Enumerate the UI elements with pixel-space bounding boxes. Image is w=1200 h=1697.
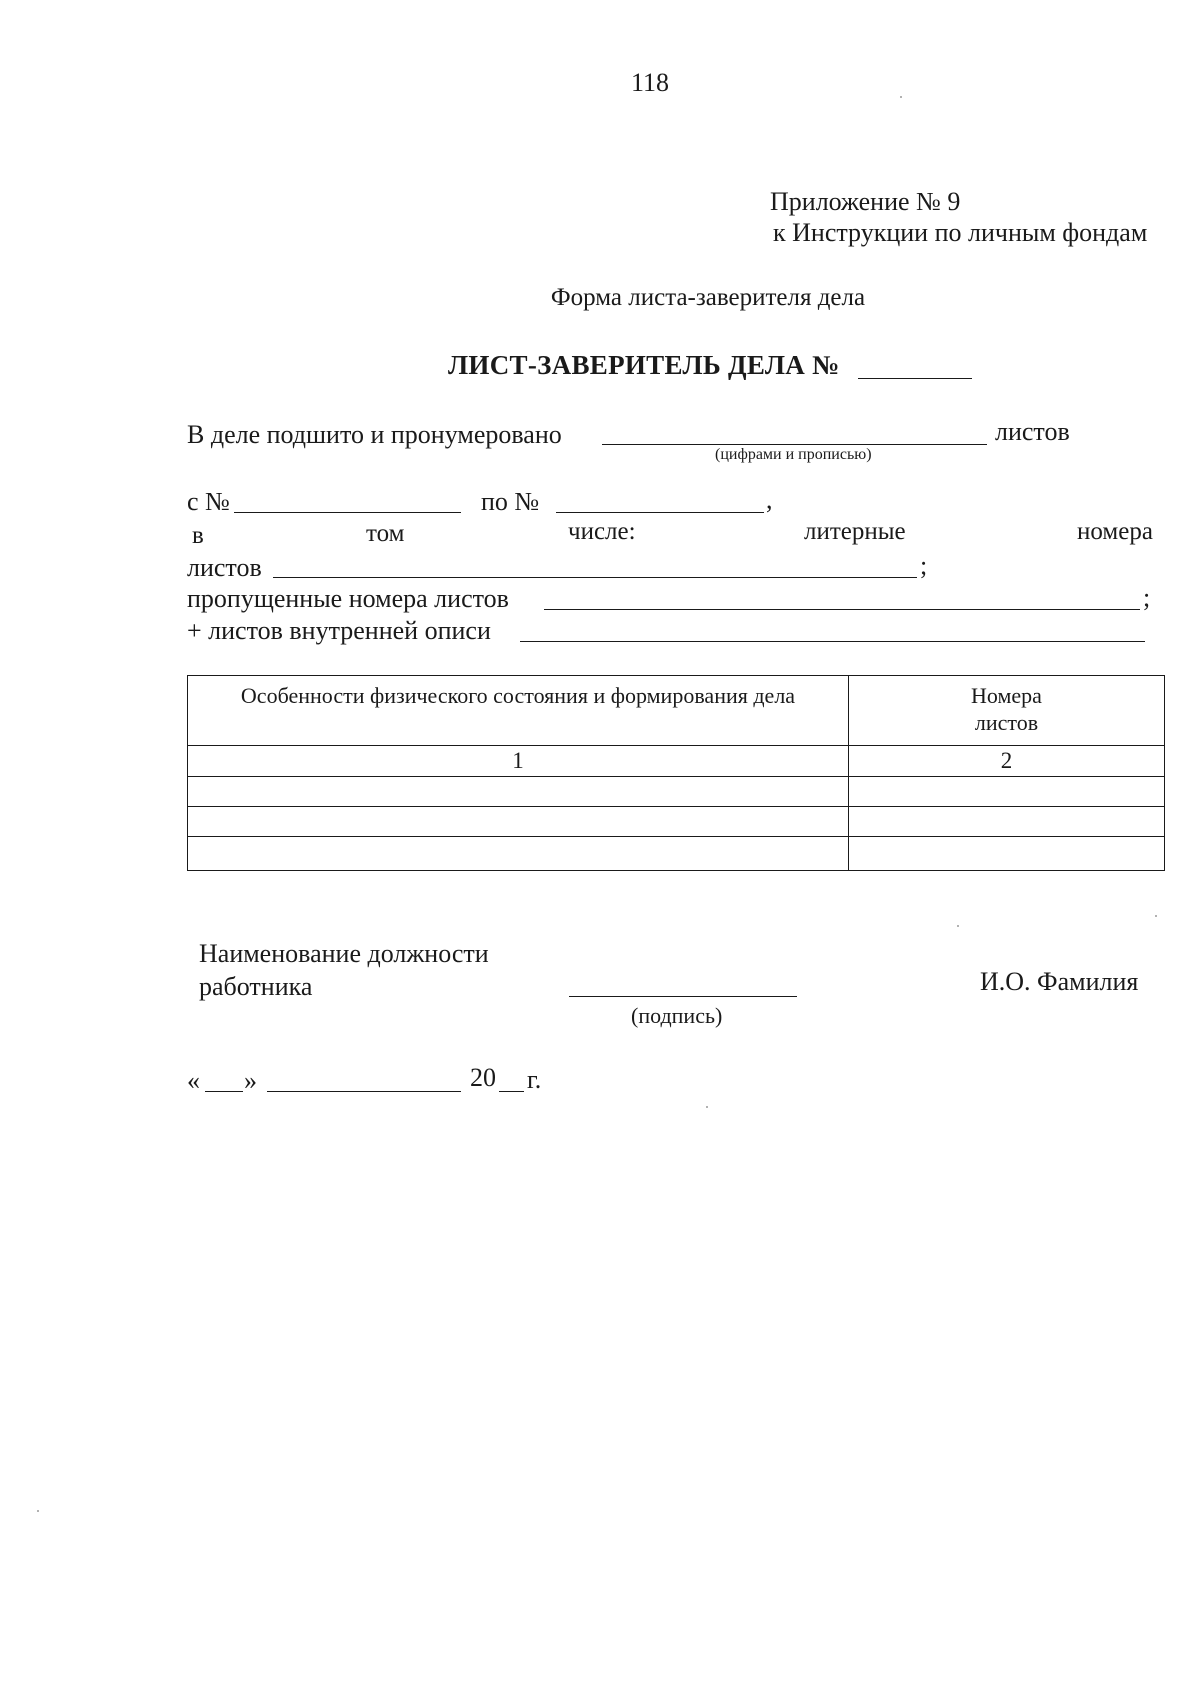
letter-sheets-label: листов <box>187 553 262 582</box>
from-number-blank <box>234 512 461 513</box>
table-row <box>188 837 1165 871</box>
range-comma: , <box>766 485 773 514</box>
column-number-2: 2 <box>849 746 1165 777</box>
scan-speck <box>1155 915 1157 917</box>
sheet-numbers-column-header <box>849 676 1165 746</box>
table-row <box>188 777 1165 807</box>
full-name-placeholder: И.О. Фамилия <box>980 967 1139 996</box>
signature-hint: (подпись) <box>631 1003 723 1028</box>
column-number-1: 1 <box>188 746 849 777</box>
features-cell[interactable] <box>188 837 849 871</box>
including-word-3: числе: <box>568 518 636 545</box>
date-day-blank <box>205 1091 243 1092</box>
date-month-blank <box>267 1091 461 1092</box>
signature-blank <box>569 996 797 997</box>
internal-inventory-blank <box>520 641 1145 642</box>
missing-numbers-label: пропущенные номера листов <box>187 584 509 613</box>
to-number-blank <box>556 512 764 513</box>
form-title: Форма листа-заверителя дела <box>550 284 866 311</box>
missing-numbers-blank <box>544 609 1140 610</box>
document-title: ЛИСТ-ЗАВЕРИТЕЛЬ ДЕЛА № <box>448 350 840 380</box>
scan-speck <box>706 1106 708 1108</box>
date-year-suffix: г. <box>527 1065 542 1094</box>
table-row <box>188 807 1165 837</box>
including-word-2: том <box>366 520 405 547</box>
to-number-label: по № <box>481 487 540 516</box>
including-word-5: номера <box>1077 518 1153 545</box>
sheets-suffix: листов <box>995 417 1070 446</box>
including-word-4: литерные <box>804 518 906 545</box>
digits-and-words-hint: (цифрами и прописью) <box>715 446 872 463</box>
sewn-label: В деле подшито и пронумеровано <box>187 420 562 449</box>
internal-inventory-label: + листов внутренней описи <box>187 616 491 645</box>
case-number-blank <box>858 378 972 379</box>
position-title-line2: работника <box>199 972 313 1001</box>
from-number-label: с № <box>187 487 230 516</box>
sheet-numbers-header-line2: листов <box>974 710 1039 735</box>
features-cell[interactable] <box>188 807 849 837</box>
letter-sheets-blank <box>273 577 917 578</box>
position-title-line1: Наименование должности <box>199 939 489 968</box>
date-year-blank <box>499 1091 524 1092</box>
sheet-numbers-cell[interactable] <box>849 777 1165 807</box>
column-number-row <box>188 746 1165 777</box>
appendix-number: Приложение № 9 <box>770 187 961 216</box>
sheet-numbers-cell[interactable] <box>849 807 1165 837</box>
scan-speck <box>957 925 959 927</box>
table-header-row <box>188 676 1165 746</box>
sheet-numbers-header-line1: Номера <box>971 683 1042 708</box>
sheet-numbers-cell[interactable] <box>849 837 1165 871</box>
page-number: 118 <box>630 68 670 97</box>
sheet-count-blank <box>602 444 987 445</box>
case-features-table <box>187 675 1165 871</box>
including-word-1: в <box>192 522 204 549</box>
date-close-quote: » <box>244 1066 257 1095</box>
scan-speck <box>37 1510 39 1512</box>
appendix-reference: к Инструкции по личным фондам <box>773 218 1148 247</box>
missing-numbers-semicolon: ; <box>1143 583 1151 612</box>
features-column-header: Особенности физического состояния и формирования дела <box>188 676 849 746</box>
scan-speck <box>900 96 902 98</box>
date-year-prefix: 20 <box>470 1063 496 1092</box>
letter-sheets-semicolon: ; <box>920 551 928 580</box>
features-cell[interactable] <box>188 777 849 807</box>
date-open-quote: « <box>187 1066 200 1095</box>
